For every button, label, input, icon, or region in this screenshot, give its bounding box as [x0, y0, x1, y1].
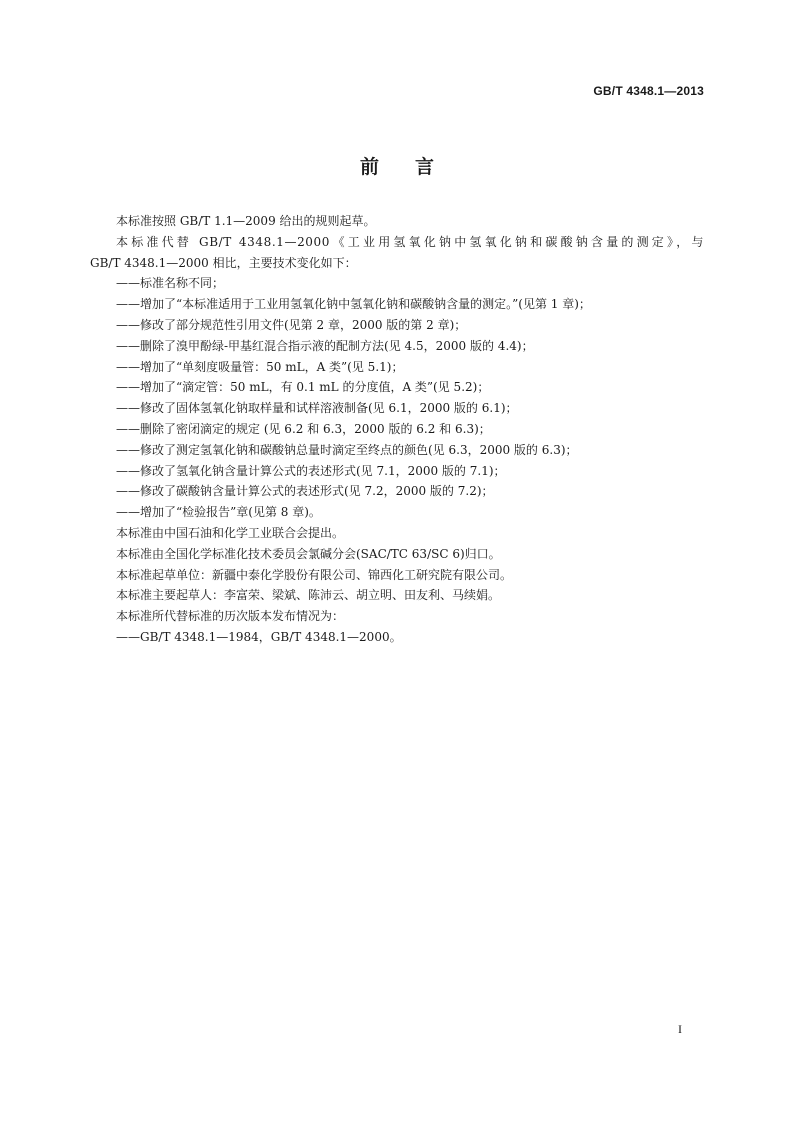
- paragraph-replaces-continued: GB/T 4348.1—2000 相比，主要技术变化如下：: [90, 255, 357, 270]
- list-item: ——修改了氢氧化钠含量计算公式的表述形式(见 7.1，2000 版的 7.1)；: [116, 463, 506, 478]
- paragraph-drafting-units: 本标准起草单位：新疆中泰化学股份有限公司、锦西化工研究院有限公司。: [116, 567, 513, 582]
- paragraph-replaces: 本标准代替 GB/T 4348.1—2000《工业用氢氧化钠中氢氧化钠和碳酸钠含量的测定》，与: [116, 234, 704, 249]
- list-item: ——标准名称不同；: [116, 276, 225, 291]
- list-item: ——增加了“检验报告”章(见第 8 章)。: [116, 505, 321, 520]
- page-title: 前言: [359, 156, 470, 178]
- list-item: ——增加了“单刻度吸量管：50 mL，A 类”(见 5.1)；: [116, 359, 404, 374]
- list-item: ——修改了部分规范性引用文件(见第 2 章，2000 版的第 2 章)；: [116, 317, 467, 332]
- list-item: ——修改了碳酸钠含量计算公式的表述形式(见 7.2，2000 版的 7.2)；: [116, 484, 494, 499]
- paragraph-proposer: 本标准由中国石油和化学工业联合会提出。: [116, 525, 345, 540]
- page-number: I: [678, 1022, 682, 1036]
- list-item-history: ——GB/T 4348.1—1984，GB/T 4348.1—2000。: [116, 629, 402, 644]
- paragraph-committee: 本标准由全国化学标准化技术委员会氯碱分会(SAC/TC 63/SC 6)归口。: [116, 546, 501, 561]
- list-item: ——增加了“本标准适用于工业用氢氧化钠中氢氧化钠和碳酸钠含量的测定。”(见第 1 章)；: [116, 297, 591, 312]
- list-item: ——修改了固体氢氧化钠取样量和试样溶液制备(见 6.1，2000 版的 6.1)；: [116, 401, 518, 416]
- foreword-body: [90, 211, 704, 648]
- list-item: ——增加了“滴定管：50 mL，有 0.1 mL 的分度值，A 类”(见 5.2)；: [116, 380, 490, 395]
- paragraph-drafting-rule: 本标准按照 GB/T 1.1—2009 给出的规则起草。: [116, 214, 376, 228]
- list-item: ——修改了测定氢氧化钠和碳酸钠总量时滴定至终点的颜色(见 6.3，2000 版的 6.3)；: [116, 442, 578, 457]
- list-item: ——删除了密闭滴定的规定 (见 6.2 和 6.3，2000 版的 6.2 和 6.3)；: [116, 421, 491, 436]
- paragraph-history-intro: 本标准所代替标准的历次版本发布情况为：: [116, 609, 345, 624]
- standard-code: GB/T 4348.1—2013: [593, 84, 704, 98]
- list-item: ——删除了溴甲酚绿-甲基红混合指示液的配制方法(见 4.5，2000 版的 4.4)；: [116, 338, 534, 353]
- paragraph-drafters: 本标准主要起草人：李富荣、梁斌、陈沛云、胡立明、田友利、马续娟。: [116, 588, 501, 603]
